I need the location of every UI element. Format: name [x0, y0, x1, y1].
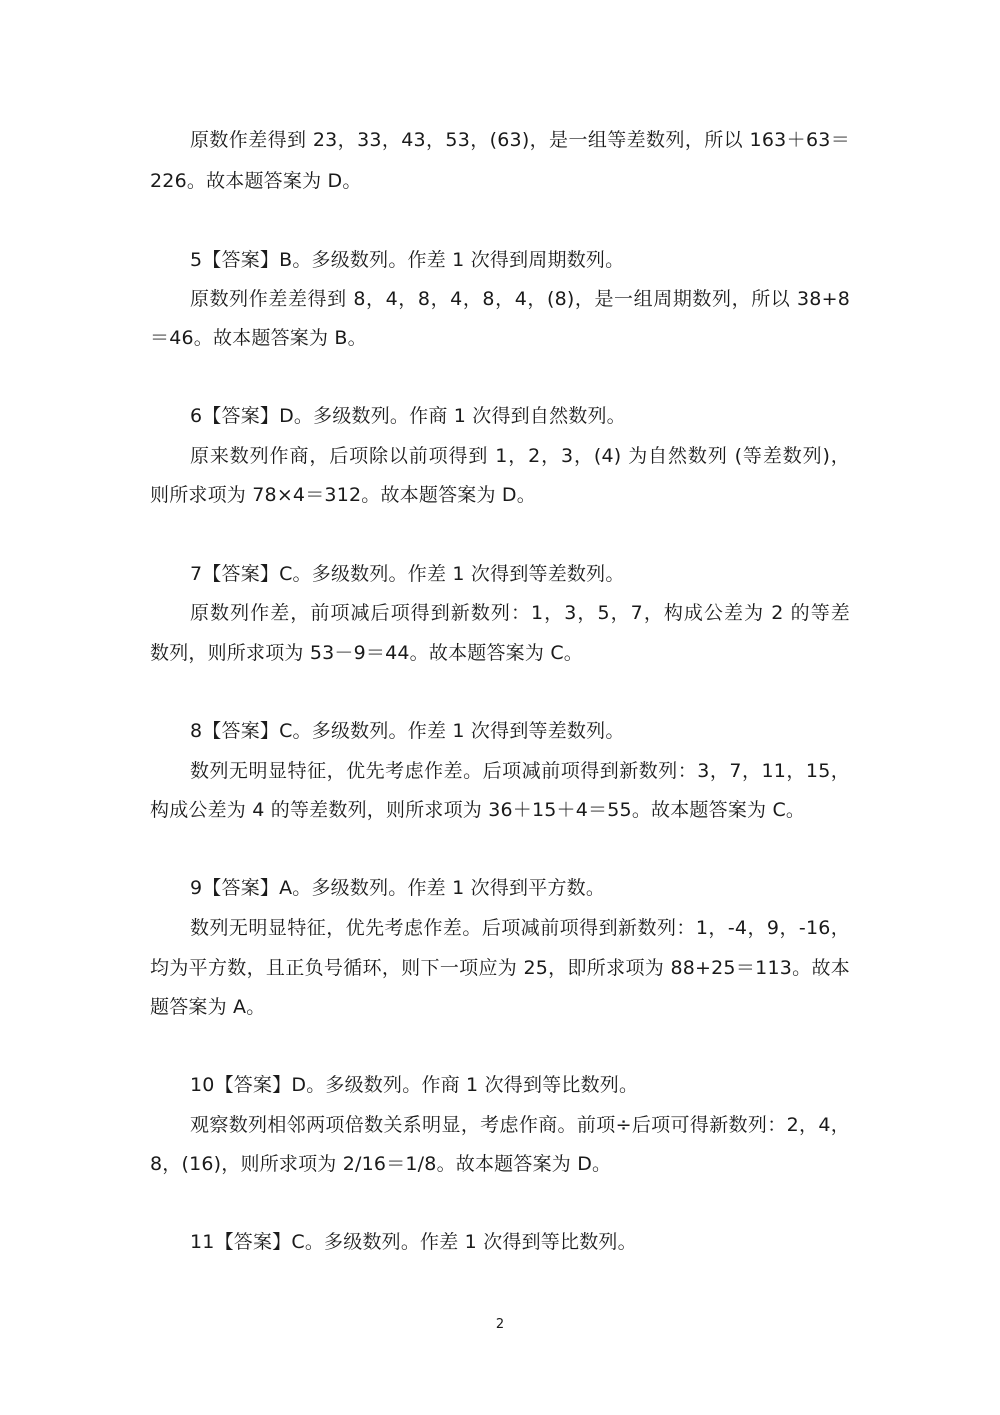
- text-line: 观察数列相邻两项倍数关系明显，考虑作商。前项÷后项可得新数列：2，4，: [190, 1114, 850, 1136]
- answer-heading: 10【答案】D。多级数列。作商 1 次得到等比数列。: [190, 1074, 639, 1096]
- answer-heading: 7【答案】C。多级数列。作差 1 次得到等差数列。: [190, 563, 625, 585]
- watermark: [377, 332, 743, 729]
- text-line: 原数作差得到 23，33，43，53，(63)，是一组等差数列，所以 163＋63＝: [190, 129, 850, 151]
- text-line: 8，(16)，则所求项为 2/16＝1/8。故本题答案为 D。: [150, 1153, 612, 1175]
- text-line: 均为平方数，且正负号循环，则下一项应为 25，即所求项为 88+25＝113。故本: [150, 957, 850, 979]
- text-line: 226。故本题答案为 D。: [150, 170, 362, 192]
- answer-heading: 11【答案】C。多级数列。作差 1 次得到等比数列。: [190, 1231, 637, 1253]
- text-line: 题答案为 A。: [150, 996, 266, 1018]
- text-line: 数列无明显特征，优先考虑作差。后项减前项得到新数列：3，7，11，15，: [190, 760, 850, 782]
- text-line: 原来数列作商，后项除以前项得到 1，2，3，(4) 为自然数列 (等差数列)，: [190, 445, 850, 467]
- answer-heading: 9【答案】A。多级数列。作差 1 次得到平方数。: [190, 877, 606, 899]
- answer-heading: 5【答案】B。多级数列。作差 1 次得到周期数列。: [190, 249, 625, 271]
- text-line: 原数列作差，前项减后项得到新数列：1，3，5，7，构成公差为 2 的等差: [190, 602, 850, 624]
- text-line: 数列无明显特征，优先考虑作差。后项减前项得到新数列：1，-4，9，-16，: [190, 917, 850, 939]
- text-line: 原数列作差差得到 8，4，8，4，8，4，(8)，是一组周期数列，所以 38+8: [190, 288, 850, 310]
- text-line: 则所求项为 78×4＝312。故本题答案为 D。: [150, 484, 536, 506]
- answer-heading: 8【答案】C。多级数列。作差 1 次得到等差数列。: [190, 720, 625, 742]
- page-number: 2: [495, 1317, 505, 1332]
- answer-heading: 6【答案】D。多级数列。作商 1 次得到自然数列。: [190, 405, 626, 427]
- text-line: 数列，则所求项为 53－9＝44。故本题答案为 C。: [150, 642, 583, 664]
- text-line: 构成公差为 4 的等差数列，则所求项为 36＋15＋4＝55。故本题答案为 C。: [150, 799, 806, 821]
- text-line: ＝46。故本题答案为 B。: [150, 327, 367, 349]
